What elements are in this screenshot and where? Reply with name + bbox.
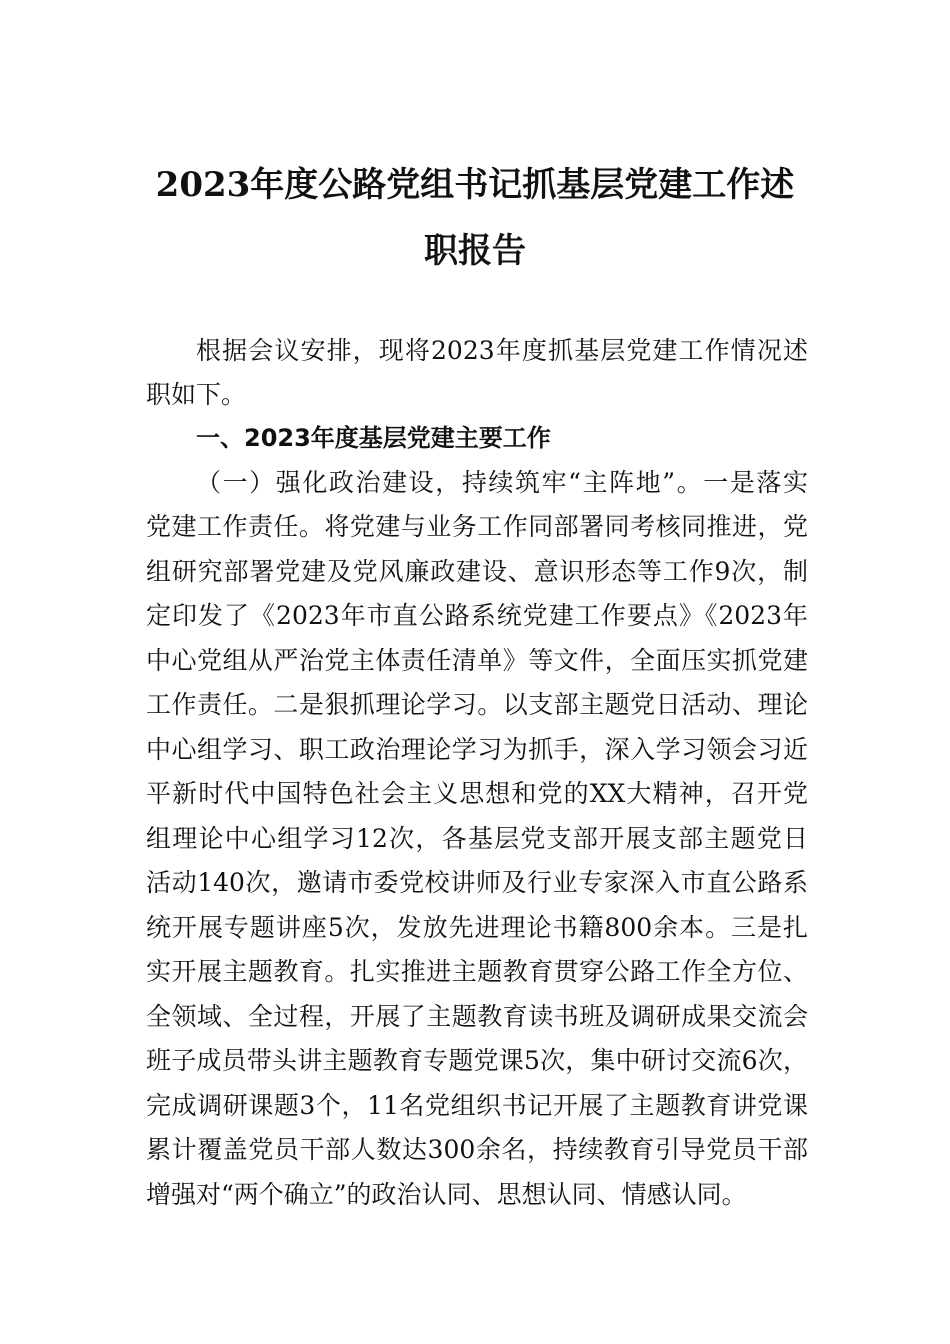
body-line-1: （一）强化政治建设，持续筑牢“主阵地”。一是落实 <box>196 468 808 497</box>
body-line-17: 增强对“两个确立”的政治认同、思想认同、情感认同。 <box>146 1180 747 1209</box>
document-title-line-1: 2023年度公路党组书记抓基层党建工作述 <box>155 165 795 205</box>
document-title-line-2: 职报告 <box>424 231 526 271</box>
body-line-15: 完成调研课题3个，11名党组织书记开展了主题教育讲党课 <box>146 1091 808 1120</box>
body-line-5: 中心党组从严治党主体责任清单》等文件，全面压实抓党建 <box>146 646 808 675</box>
body-line-12: 实开展主题教育。扎实推进主题教育贯穿公路工作全方位、 <box>146 957 808 986</box>
body-line-11: 统开展专题讲座5次，发放先进理论书籍800余本。三是扎 <box>146 913 808 942</box>
body-line-6: 工作责任。二是狠抓理论学习。以支部主题党日活动、理论 <box>146 690 808 719</box>
intro-line-2: 职如下。 <box>146 380 247 409</box>
intro-line-1: 根据会议安排，现将2023年度抓基层党建工作情况述 <box>196 336 808 365</box>
body-line-9: 组理论中心组学习12次，各基层党支部开展支部主题党日 <box>146 824 808 853</box>
body-line-2: 党建工作责任。将党建与业务工作同部署同考核同推进，党 <box>146 512 808 541</box>
body-line-8: 平新时代中国特色社会主义思想和党的XX大精神，召开党 <box>146 779 808 808</box>
body-line-3: 组研究部署党建及党风廉政建设、意识形态等工作9次，制 <box>146 557 808 586</box>
body-line-13: 全领域、全过程，开展了主题教育读书班及调研成果交流会 <box>146 1002 808 1031</box>
body-line-7: 中心组学习、职工政治理论学习为抓手，深入学习领会习近 <box>146 735 808 764</box>
body-line-14: 班子成员带头讲主题教育专题党课5次，集中研讨交流6次， <box>146 1046 808 1075</box>
body-line-4: 定印发了《2023年市直公路系统党建工作要点》《2023年 <box>146 601 808 630</box>
body-line-10: 活动140次，邀请市委党校讲师及行业专家深入市直公路系 <box>146 868 808 897</box>
section-heading: 一、2023年度基层党建主要工作 <box>196 424 551 452</box>
body-line-16: 累计覆盖党员干部人数达300余名，持续教育引导党员干部 <box>146 1135 808 1164</box>
